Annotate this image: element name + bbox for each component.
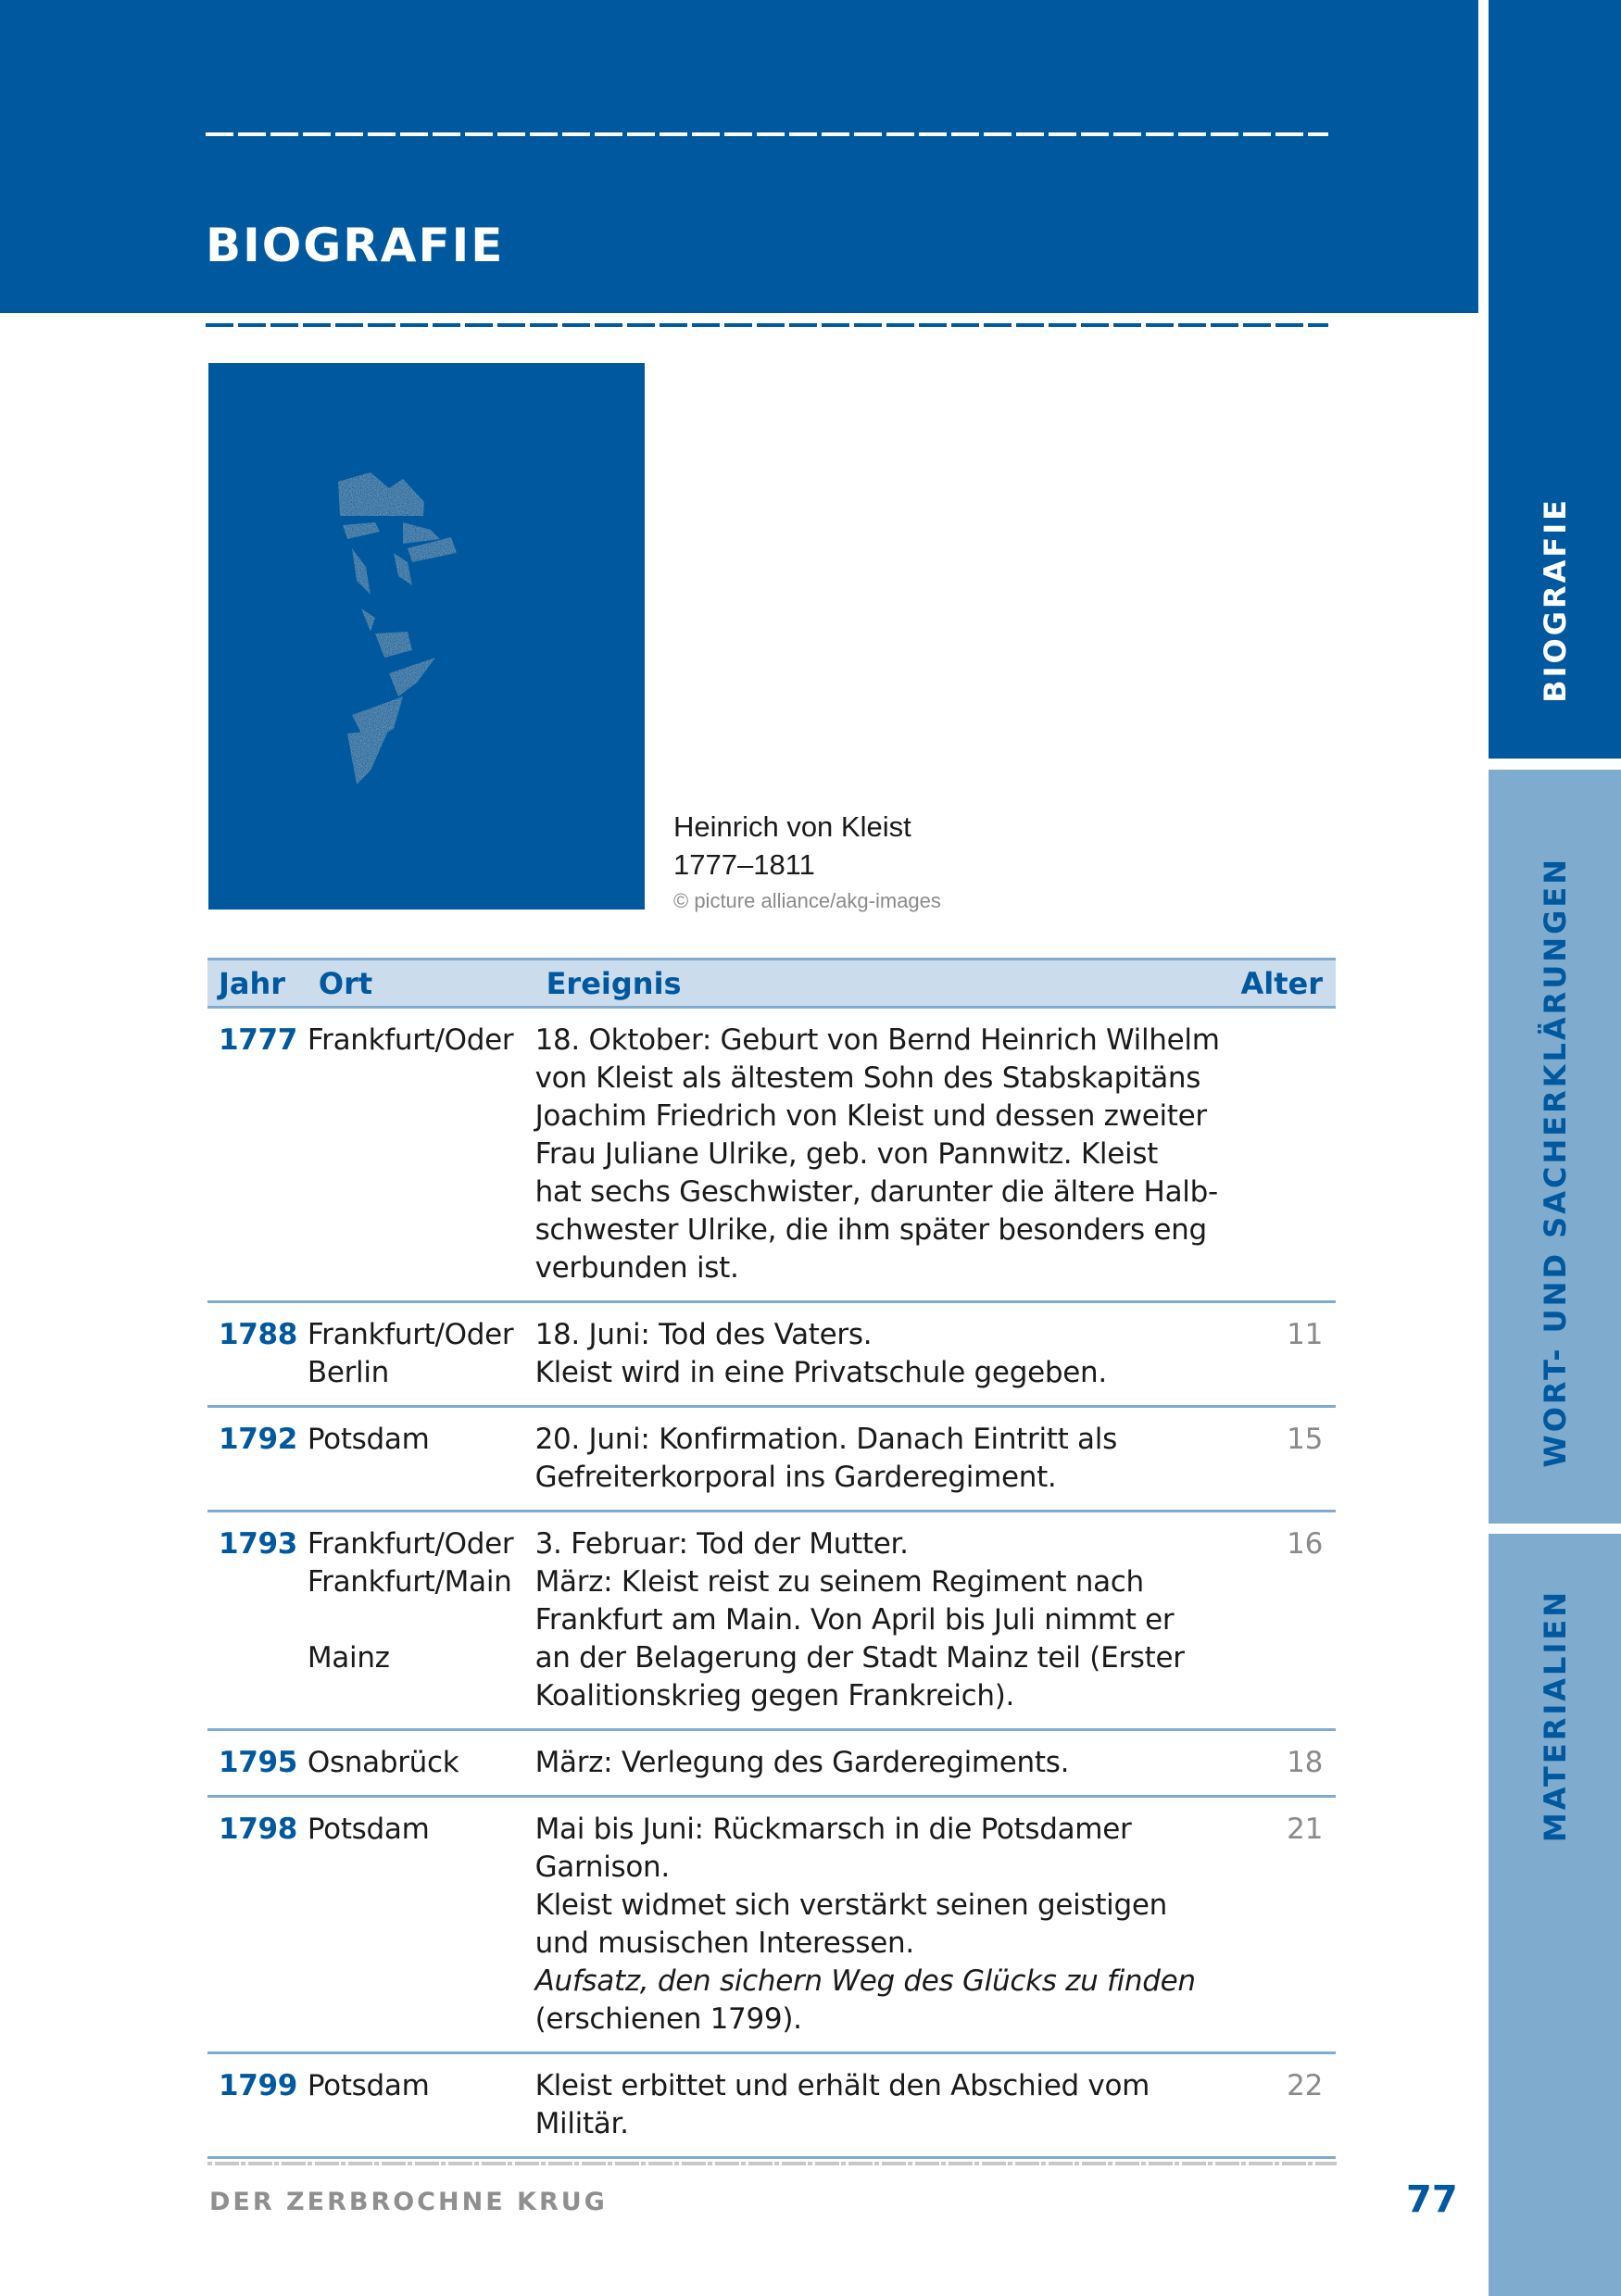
page-title: BIOGRAFIE [206,219,505,272]
table-row [207,1407,1336,1512]
column-header-ort: Ort [308,960,535,1008]
table-row [207,2053,1336,2158]
ereignis-line: schwester Ulrike, die ihm später besonders eng [534,1213,1207,1247]
ereignis-line: Joachim Friedrich von Kleist und dessen zweiter [534,1099,1207,1133]
cell-jahr: 1799 [207,2053,308,2158]
cell-alter: 16 [1229,1512,1336,1730]
side-tab-biografie[interactable] [1489,0,1621,759]
ort-line: Berlin [307,1356,390,1389]
ort-line: Frankfurt/Main [307,1565,512,1599]
ort-line: Potsdam [307,1423,430,1456]
footer-book-title: DER ZERBROCHNE KRUG [209,2188,608,2216]
column-header-ereignis: Ereignis [535,960,1230,1008]
ereignis-line: März: Verlegung des Garderegiments. [534,1746,1070,1779]
cell-jahr: 1792 [207,1407,308,1512]
ort-line: Frankfurt/Oder [307,1318,514,1351]
ereignis-line: Militär. [534,2107,629,2140]
side-tab-label: MATERIALIEN [1537,1589,1573,1843]
cell-ereignis [535,1302,1230,1407]
ereignis-line: (erschienen 1799). [534,2002,802,2036]
biography-table [207,958,1336,2159]
cell-alter: 18 [1229,1730,1336,1797]
caption-name: Heinrich von Kleist [673,810,911,843]
ereignis-line: März: Kleist reist zu seinem Regiment nach [534,1565,1144,1599]
cell-ort [308,1730,535,1797]
cell-ort [308,1797,535,2053]
ereignis-line: Garnison. [534,1851,670,1884]
cell-ort [308,2053,535,2158]
ereignis-line: Kleist wird in eine Privatschule gegeben. [534,1356,1107,1389]
cell-ort [308,1512,535,1730]
ereignis-line: Koalitionskrieg gegen Frankreich). [534,1679,1015,1713]
column-header-jahr: Jahr [207,960,308,1008]
portrait-face-icon [208,363,645,910]
side-tab-label: WORT- UND SACHERKLÄRUNGEN [1537,857,1573,1468]
cell-alter: 15 [1229,1407,1336,1512]
table-row [207,1302,1336,1407]
cell-jahr: 1777 [207,1008,308,1302]
ort-line: Potsdam [307,2069,430,2102]
ereignis-line: 18. Oktober: Geburt von Bernd Heinrich Wilhelm [534,1023,1220,1057]
footer-dashed-divider [207,2162,1337,2165]
cell-alter: 22 [1229,2053,1336,2158]
portrait-caption [673,808,941,917]
caption-years: 1777–1811 [673,848,815,881]
ort-line: Osnabrück [307,1746,459,1779]
cell-alter: 11 [1229,1302,1336,1407]
ereignis-line: hat sechs Geschwister, darunter die ältere Halb- [534,1175,1218,1209]
portrait-image [208,363,645,910]
table-row [207,1008,1336,1302]
cell-ereignis [535,1407,1230,1512]
column-header-alter: Alter [1229,960,1336,1008]
side-tab-wort-und-sacherklaerungen[interactable] [1489,770,1621,1524]
table-row [207,1797,1336,2053]
ereignis-line: verbunden ist. [534,1251,739,1285]
cell-jahr: 1795 [207,1730,308,1797]
ereignis-line: an der Belagerung der Stadt Mainz teil (Erster [534,1641,1185,1675]
cell-ort [308,1008,535,1302]
ort-line [308,1601,535,1639]
ereignis-line: Frankfurt am Main. Von April bis Juli nimmt er [534,1603,1175,1637]
cell-ereignis [535,1512,1230,1730]
ereignis-line: Gefreiterkorporal ins Garderegiment. [534,1461,1057,1494]
side-tab-label: BIOGRAFIE [1537,497,1573,703]
cell-alter: 21 [1229,1797,1336,2053]
ereignis-line: Kleist widmet sich verstärkt seinen geistigen [534,1888,1167,1922]
ort-line: Potsdam [307,1813,430,1846]
header-band [0,0,1478,313]
ort-line: Frankfurt/Oder [307,1527,514,1561]
title-dashed-divider [206,323,1328,327]
ereignis-line: Frau Juliane Ulrike, geb. von Pannwitz. Kleist [534,1137,1159,1171]
cell-jahr: 1798 [207,1797,308,2053]
ereignis-line: 20. Juni: Konfirmation. Danach Eintritt als [534,1423,1117,1456]
ereignis-line: 3. Februar: Tod der Mutter. [534,1527,909,1561]
cell-ereignis [535,2053,1230,2158]
ort-line: Mainz [307,1641,390,1675]
cell-alter [1229,1008,1336,1302]
cell-jahr: 1788 [207,1302,308,1407]
photo-credit: © picture alliance/akg-images [673,889,941,912]
header-dashed-divider [206,132,1328,136]
ereignis-line: Mai bis Juni: Rückmarsch in die Potsdamer [534,1813,1132,1846]
ereignis-line: und musischen Interessen. [534,1926,914,1960]
page-number: 77 [1406,2178,1458,2221]
ereignis-line: von Kleist als ältestem Sohn des Stabskapitäns [534,1061,1201,1095]
table-row [207,1512,1336,1730]
table-header-row [207,960,1336,1008]
cell-ort [308,1302,535,1407]
table-row [207,1730,1336,1797]
cell-ort [308,1407,535,1512]
cell-ereignis [535,1797,1230,2053]
ereignis-line: Kleist erbittet und erhält den Abschied vom [534,2069,1150,2102]
side-tab-materialien[interactable] [1489,1534,1621,2296]
cell-jahr: 1793 [207,1512,308,1730]
cell-ereignis [535,1008,1230,1302]
ereignis-line-title: Aufsatz, den sichern Weg des Glücks zu finden [534,1964,1196,1998]
cell-ereignis [535,1730,1230,1797]
ereignis-line: 18. Juni: Tod des Vaters. [534,1318,873,1351]
ort-line: Frankfurt/Oder [307,1023,514,1057]
